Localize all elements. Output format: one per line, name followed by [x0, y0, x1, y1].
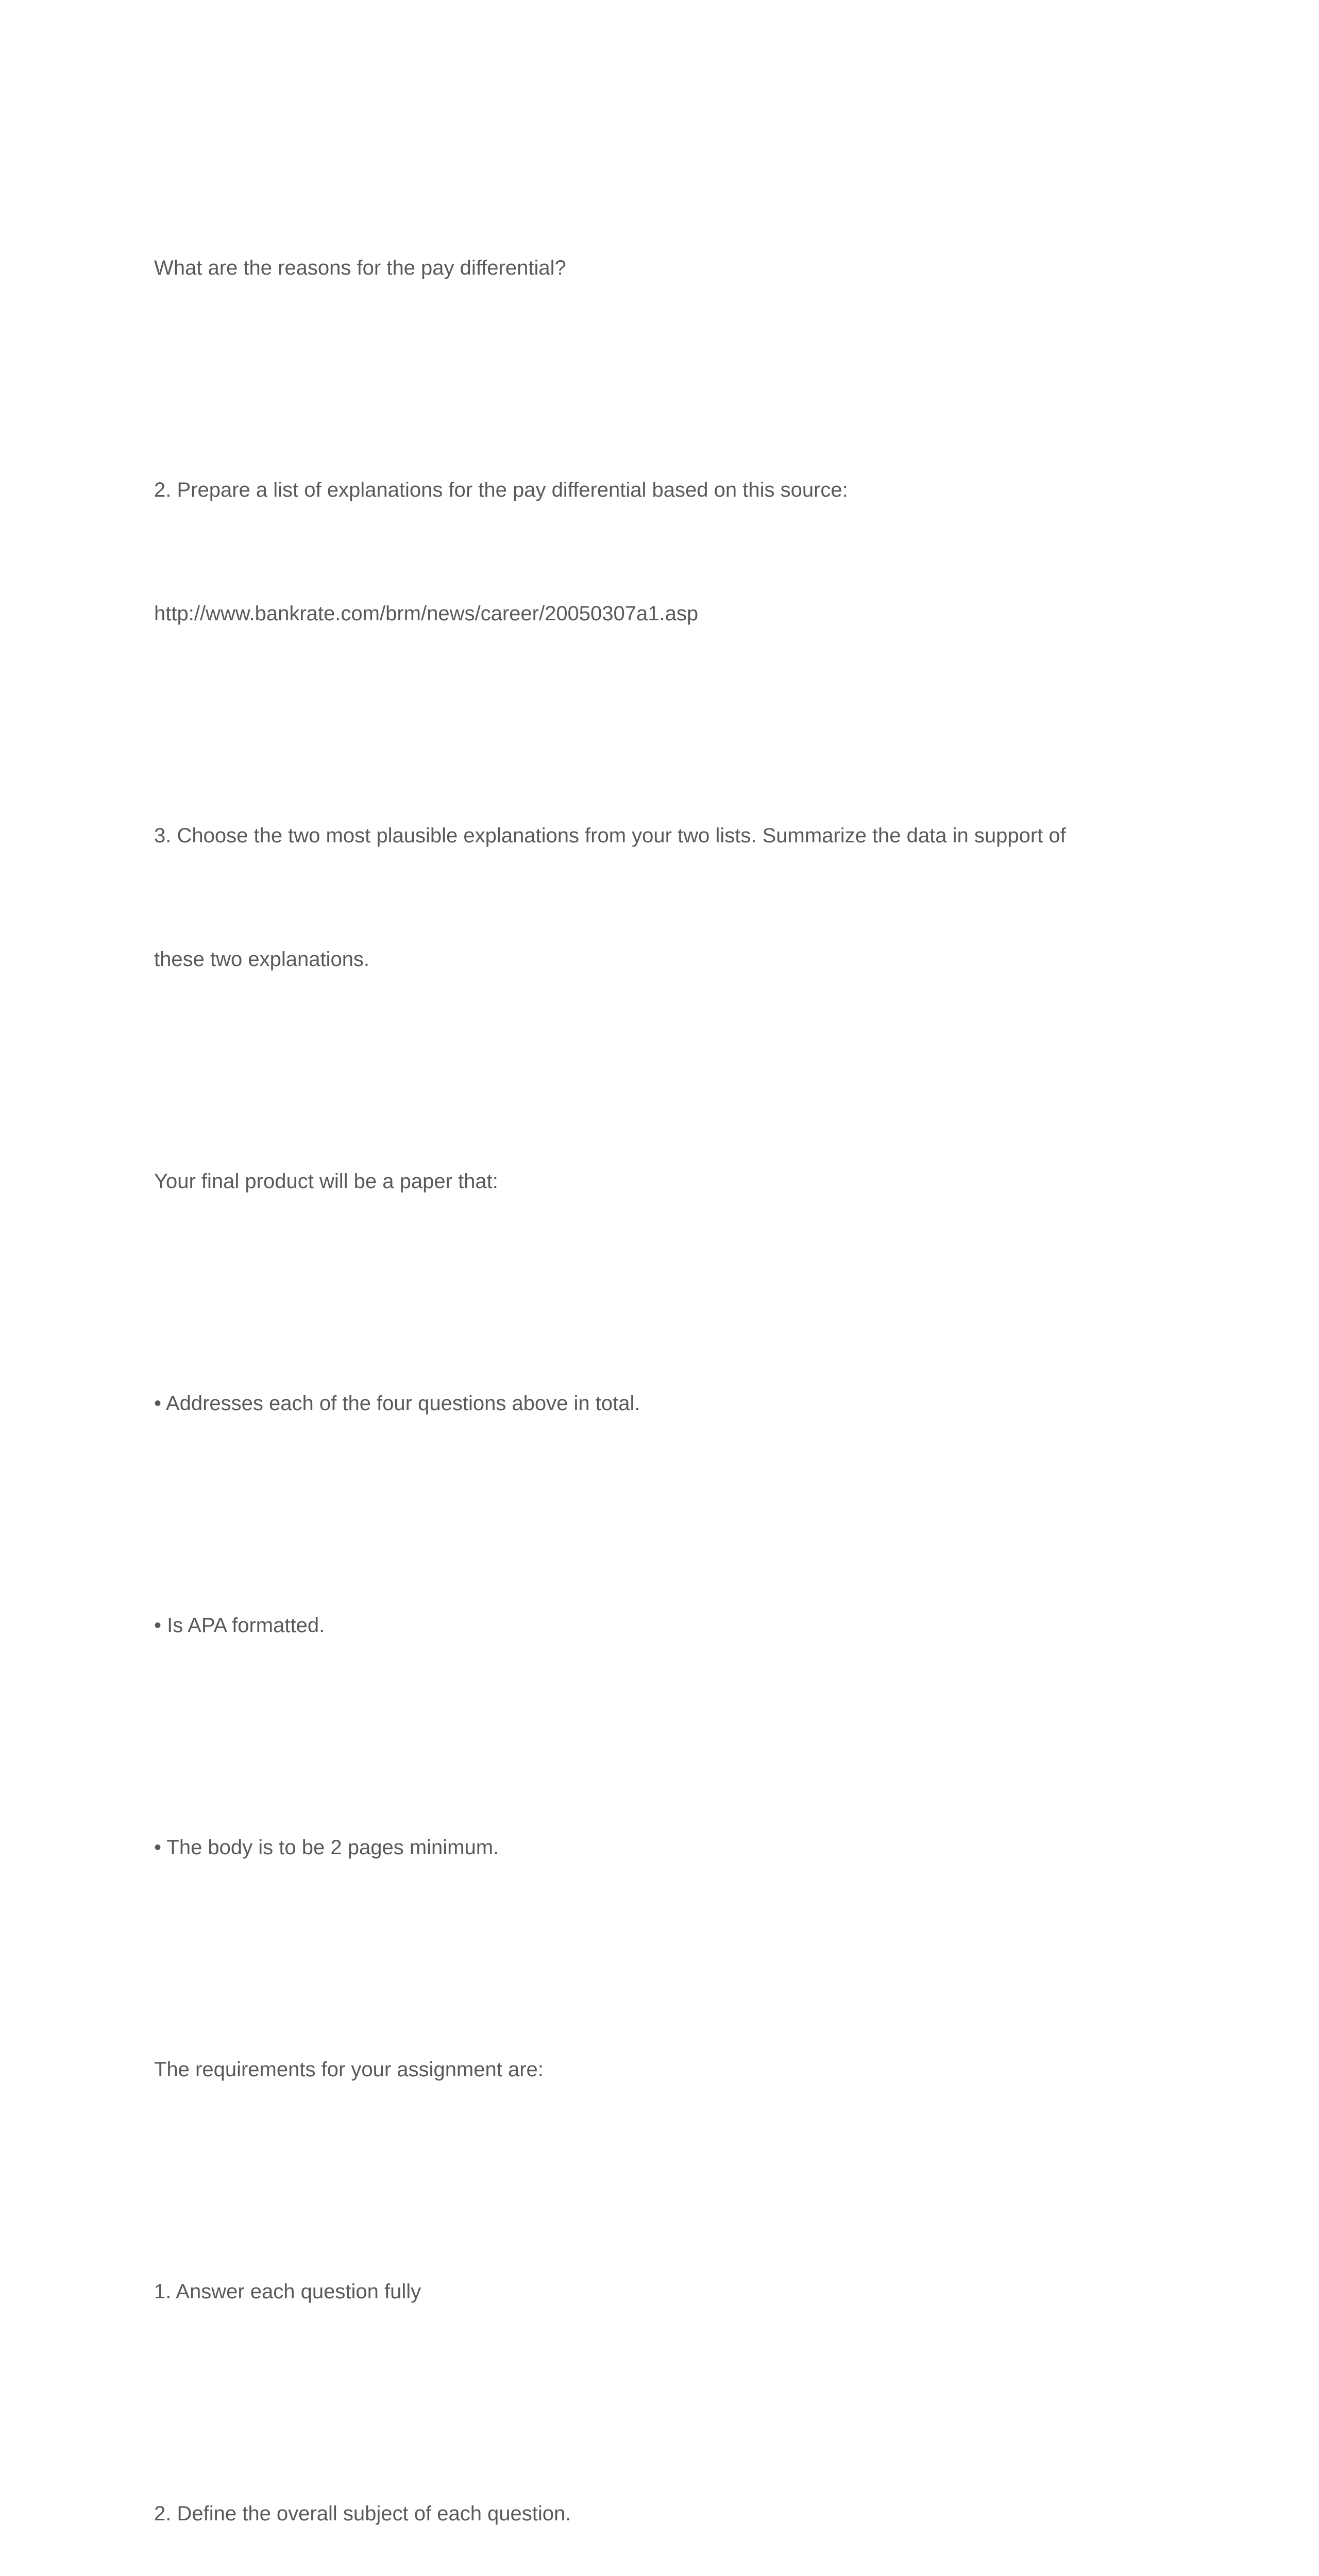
bullet-body-length: • The body is to be 2 pages minimum. — [154, 1836, 499, 1859]
document-page — [154, 165, 1169, 2576]
question-pay-differential: What are the reasons for the pay differential? — [154, 257, 566, 279]
requirements-intro: The requirements for your assignment are: — [154, 2058, 544, 2081]
bullet-addresses-questions: • Addresses each of the four questions above in total. — [154, 1392, 640, 1415]
bankrate-link: http://www.bankrate.com/brm/news/career/20050307a1.asp — [154, 602, 699, 625]
requirement-2: 2. Define the overall subject of each question. — [154, 2502, 571, 2525]
bullet-apa-formatted: • Is APA formatted. — [154, 1614, 325, 1637]
step-3-plausible-explanations: 3. Choose the two most plausible explanations from your two lists. Summarize the data in support of these two explanations. — [154, 824, 1066, 971]
step-2-explanations: 2. Prepare a list of explanations for the pay differential based on this source: http://www.bankrate.com/brm/news/career/20050307a1.asp — [154, 387, 1169, 717]
requirement-1: 1. Answer each question fully — [154, 2280, 421, 2303]
final-product-intro: Your final product will be a paper that: — [154, 1170, 498, 1193]
